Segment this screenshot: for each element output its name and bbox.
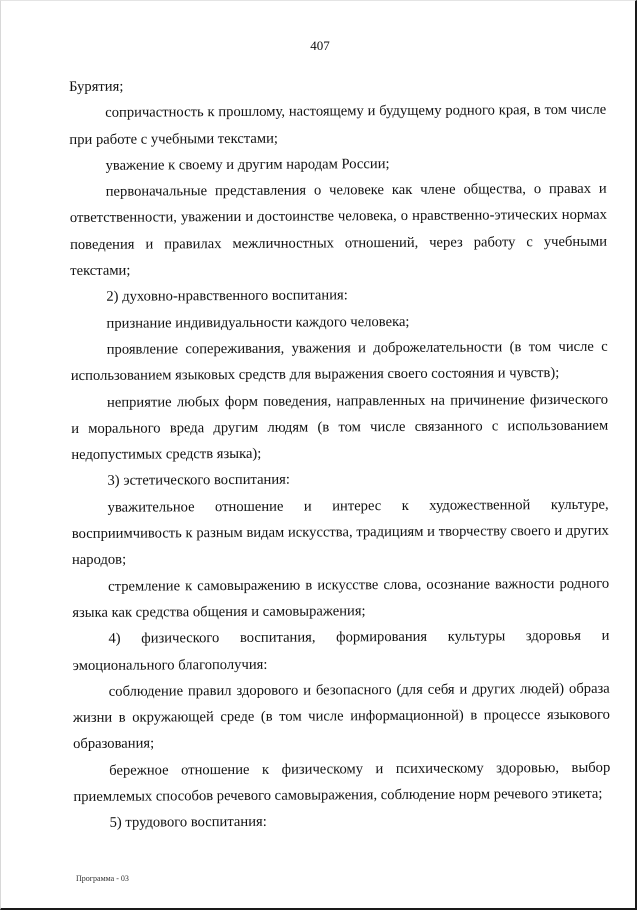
document-body [69, 71, 611, 837]
footer-note: Программа - 03 [76, 874, 129, 883]
section-heading: 2) духовно-нравственного воспитания: [106, 287, 348, 306]
paragraph: сопричастность к прошлому, настоящему и будущему родного края, в том числе при работе с учебными текстами; [69, 102, 607, 148]
paragraph: неприятие любых форм поведения, направленных на причинение физического и морального вреда другим людям (в том числе связанного с использованием недопустимых средств языка); [71, 391, 609, 464]
paragraph: проявление сопереживания, уважения и доброжелательности (в том числе с использованием языковых средств для выражения своего состояния и чувств); [70, 338, 608, 385]
paragraph: уважительное отношение и интерес к художественной культуре, восприимчивость к разным видам искусства, традициям и творчеству своего и других народов; [71, 496, 609, 569]
paragraph: бережное отношение к физическому и психическому здоровью, выбор приемлемых способов речевого самовыражения, соблюдение норм речевого этикета; [73, 759, 611, 806]
paragraph: первоначальные представления о человеке как члене общества, о правах и ответственности, уважении и достоинстве человека, о нравственно-этических нормах поведения и правилах межличностных отношений, через работу с учебными текстами; [69, 180, 608, 280]
paragraph: уважение к своему и другим народам России; [105, 155, 390, 174]
paragraph: признание индивидуальности каждого человека; [106, 313, 410, 332]
section-heading: 5) трудового воспитания: [109, 814, 267, 832]
section-heading: 3) эстетического воспитания: [107, 472, 290, 490]
paragraph: соблюдение правил здорового и безопасного (для себя и других людей) образа жизни в окружающей среде (в том числе информационной) в процессе языкового образования; [72, 680, 610, 753]
page-number: 407 [310, 38, 330, 53]
paragraph-continuation: Бурятия; [69, 78, 124, 95]
section-heading: 4) физического воспитания, формирования культуры здоровья и эмоционального благополучия: [72, 627, 610, 674]
paragraph: стремление к самовыражению в искусстве слова, осознание важности родного языка как средства общения и самовыражения; [72, 575, 610, 621]
